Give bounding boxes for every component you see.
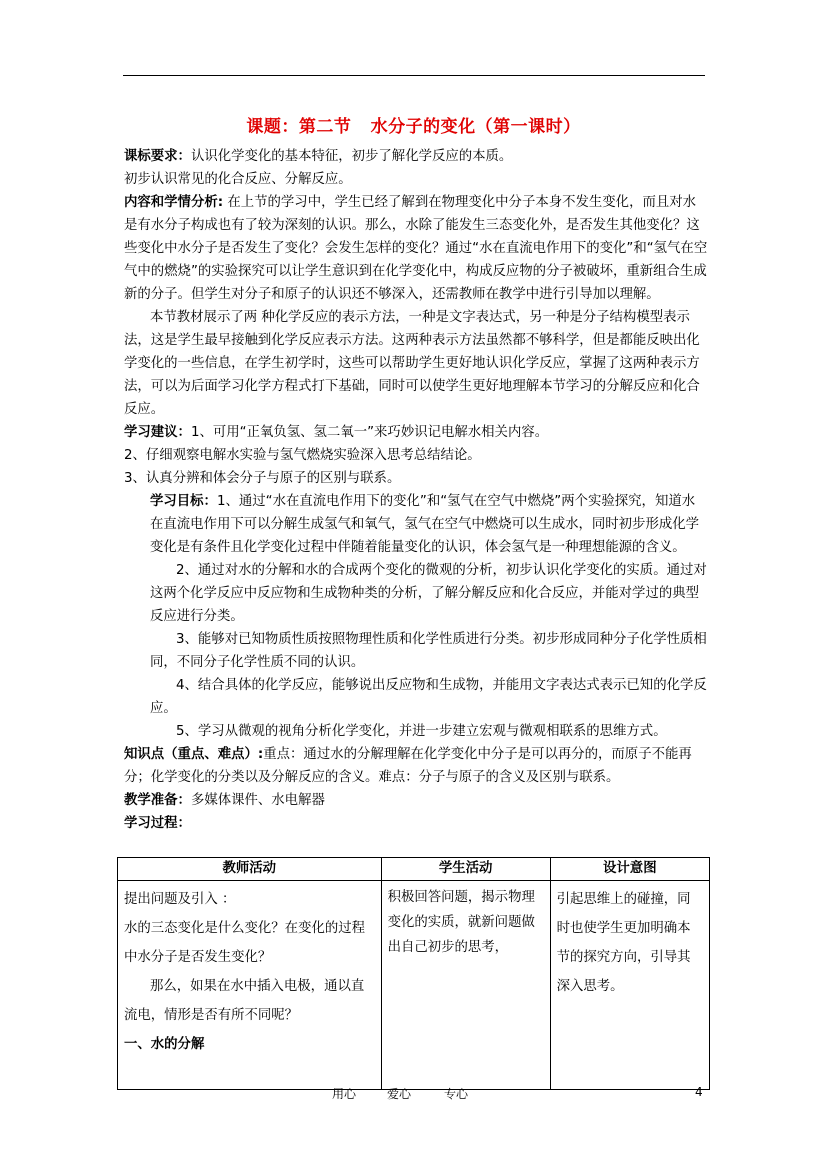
kb-label: 课标要求： [124, 149, 191, 164]
footer-word-1: 用心 [332, 1087, 357, 1101]
teacher-line-2: 水的三态变化是什么变化？在变化的过程中水分子是否发生变化？ [124, 921, 366, 965]
mb-item-3: 3、能够对已知物质性质按照物理性质和化学性质进行分类。初步形成同种分子化学性质相同，不同分子化学性质不同的认识。 [150, 632, 707, 670]
zb-label: 教学准备： [124, 793, 191, 808]
mb-item-1: 1、通过“水在直流电作用下的变化”和“氢气在空气中燃烧”两个实验探究，知道水在直流电作用下可以分解生成氢气和氧气，氢气在空气中燃烧可以生成水，同时初步形成化学变化是有条件且化学变化过程中伴随着能量变化的认识，体会氢气是一种理想能源的含义。 [150, 494, 700, 555]
mb-item-5-wrap [124, 720, 708, 743]
nr-text: 在上节的学习中，学生已经了解到在物理变化中分子本身不发生变化，而且对水是有水分子构成也有了较为深刻的认识。那么，水除了能发生三态变化外，是否发生其他变化？这些变化中水分子是否发生了变化？会发生怎样的变化？通过“水在直流电作用下的变化”和“氢气在空气中的燃烧”的实验探究可以让学生意识到在化学变化中，构成反应物的分子被破坏，重新组合生成新的分子。但学生对分子和原子的认识还不够深入，还需教师在教学中进行引导加以理解。 [124, 195, 708, 302]
nr-paragraph [124, 191, 708, 306]
footer-word-3: 专心 [444, 1087, 469, 1101]
zd-label: 知识点（重点、难点）: [124, 747, 264, 762]
jy-item-2: 2、仔细观察电解水实验与氢气燃烧实验深入思考总结结论。 [124, 448, 481, 463]
intent-cell: 引起思维上的碰撞，同时也使学生更加明确本节的探究方向，引导其深入思考。 [550, 881, 709, 1090]
mb-item-4-wrap [124, 674, 708, 720]
page-title: 课题：第二节 水分子的变化（第一课时） [246, 117, 581, 137]
mb-paragraph [124, 490, 708, 559]
zb-paragraph [124, 789, 708, 812]
zb-text: 多媒体课件、水电解器 [190, 793, 325, 808]
document-body [124, 145, 708, 835]
teacher-line-3: 那么，如果在水中插入电极，通以直流电，情形是否有所不同呢？ [124, 979, 365, 1023]
gc-paragraph [124, 812, 708, 835]
kb-paragraph [124, 145, 708, 168]
jy-label: 学习建议： [124, 425, 191, 440]
zd-text: 重点：通过水的分解理解在化学变化中分子是可以再分的，而原子不能再分；化学变化的分类以及分解反应的含义。难点：分子与原子的含义及区别与联系。 [124, 747, 692, 785]
mb-item-3-wrap [124, 628, 708, 674]
mb-item-2-wrap [124, 559, 708, 628]
mb-label: 学习目标： [150, 494, 217, 509]
table-header-row [118, 858, 710, 881]
nr-label: 内容和学情分析: [124, 195, 224, 210]
mb-item-5: 5、学习从微观的视角分析化学变化，并进一步建立宏观与微观相联系的思维方式。 [176, 724, 667, 739]
jy-item-1: 1、可用“正氧负氢、氢二氧一”来巧妙识记电解水相关内容。 [190, 425, 549, 440]
mb-item-4: 4、结合具体的化学反应，能够说出反应物和生成物，并能用文字表达式表示已知的化学反应。 [150, 678, 707, 716]
gc-label: 学习过程： [124, 816, 191, 831]
table-row [118, 881, 710, 1090]
footer-word-2: 爱心 [387, 1087, 412, 1101]
header-rule [123, 75, 705, 76]
kb-text: 认识化学变化的基本特征，初步了解化学反应的本质。 [190, 149, 513, 164]
mb-item-2: 2、通过对水的分解和水的合成两个变化的微观的分析，初步认识化学变化的实质。通过对这两个化学反应中反应物和生成物种类的分析，了解分解反应和化合反应，并能对学过的典型反应进行分类。 [150, 563, 707, 624]
header-teacher: 教师活动 [118, 858, 382, 881]
zd-paragraph [124, 743, 708, 789]
nr-paragraph-2: 本节教材展示了两 种化学反应的表示方法，一种是文字表达式，另一种是分子结构模型表示法，这是学生最早接触到化学反应表示方法。这两种表示方法虽然都不够科学，但是都能反映出化学变化的一些信息，在学生初学时，这些可以帮助学生更好地认识化学反应，掌握了这两种表示方法，可以为后面学习化学方程式打下基础，同时可以使学生更好地理解本节学习的分解反应和化合反应。 [124, 310, 700, 417]
header-intent: 设计意图 [550, 858, 709, 881]
header-student: 学生活动 [381, 858, 550, 881]
jy-paragraph [124, 421, 708, 444]
teacher-cell [118, 881, 382, 1090]
kb-paragraph-2: 初步认识常见的化合反应、分解反应。 [124, 172, 352, 187]
page-number: 4 [695, 1085, 703, 1099]
student-cell: 积极回答问题，揭示物理变化的实质，就新问题做出自己初步的思考， [381, 881, 550, 1090]
process-table [117, 857, 710, 1090]
jy-item-3: 3、认真分辨和体会分子与原子的区别与联系。 [124, 471, 401, 486]
teacher-line-4: 一、水的分解 [124, 1037, 205, 1052]
teacher-line-1: 提出问题及引入 ： [124, 892, 236, 907]
